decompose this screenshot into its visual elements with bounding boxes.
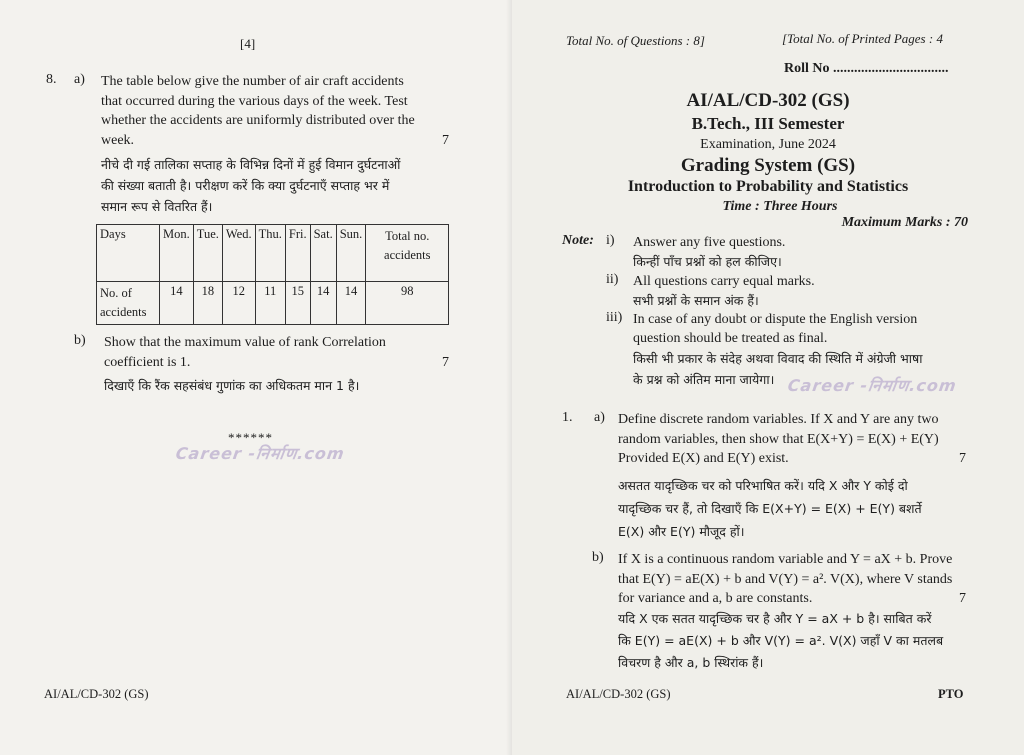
table-cell: 14 <box>336 282 366 325</box>
text-line <box>618 589 970 609</box>
question-1a-english <box>618 410 970 469</box>
text-line <box>618 449 970 469</box>
text-line: random variables, then show that E(X+Y) = E(X) + E(Y) <box>618 431 939 447</box>
note-item <box>633 272 973 311</box>
marks: 7 <box>442 132 449 148</box>
roll-number-field: Roll No ................................. <box>784 61 949 76</box>
question-8b-hindi: दिखाएँ कि रैंक सहसंबंध गुणांक का अधिकतम मान 1 है। <box>104 378 360 393</box>
text-line: The table below give the number of air craft accidents <box>101 74 404 89</box>
note-number: i) <box>606 233 615 248</box>
time-allowed: Time : Three Hours <box>722 199 838 214</box>
hindi-line: किन्हीं पाँच प्रश्नों को हल कीजिए। <box>633 254 782 269</box>
hindi-line: विचरण है और a, b स्थिरांक हैं। <box>618 655 764 670</box>
text-line: that E(Y) = aE(X) + b and V(Y) = a². V(X), where V stands <box>618 571 953 587</box>
question-8b-english <box>104 333 453 372</box>
end-of-paper-mark: ****** <box>228 430 273 445</box>
text-line <box>104 353 453 373</box>
text-line: If X is a continuous random variable and Y = aX + b. Prove <box>618 552 953 567</box>
accidents-table <box>96 224 449 325</box>
question-1b-hindi <box>618 608 970 674</box>
footer-code: AI/AL/CD-302 (GS) <box>566 687 671 701</box>
question-8b-label: b) <box>74 333 86 348</box>
footer-code: AI/AL/CD-302 (GS) <box>44 687 149 701</box>
text-line: question should be treated as final. <box>633 331 828 346</box>
text-line: that occurred during the various days of the week. Test <box>101 93 408 109</box>
exam-session: Examination, June 2024 <box>700 137 836 152</box>
text-span: Provided E(X) and E(Y) exist. <box>618 451 789 466</box>
table-row <box>97 282 449 325</box>
text-line: In case of any doubt or dispute the English version <box>633 312 918 327</box>
question-8a-english <box>101 72 453 150</box>
text-span: coefficient is 1. <box>104 354 191 370</box>
hindi-line: यादृच्छिक चर हैं, तो दिखाएँ कि E(X+Y) = E(X) + E(Y) बशर्ते <box>618 501 922 516</box>
text-span: week. <box>101 132 135 148</box>
table-cell: Total no. accidents <box>366 225 449 282</box>
page-number: [4] <box>240 36 256 51</box>
question-1a-label: a) <box>594 410 605 425</box>
hindi-line: नीचे दी गई तालिका सप्ताह के विभिन्न दिनों में हुई विमान दुर्घटनाओं <box>101 157 401 172</box>
hindi-line: किसी भी प्रकार के संदेह अथवा विवाद की स्थिति में अंग्रेजी भाषा <box>633 351 923 366</box>
semester: B.Tech., III Semester <box>691 114 845 133</box>
hindi-line: के प्रश्न को अंतिम माना जायेगा। <box>633 372 775 387</box>
question-8-number: 8. <box>46 72 57 87</box>
right-page <box>512 0 1024 755</box>
note-label: Note: <box>562 233 594 248</box>
table-cell: Days <box>97 225 160 282</box>
question-1-number: 1. <box>562 410 573 425</box>
question-1a-hindi <box>618 474 970 543</box>
note-number: ii) <box>606 272 619 287</box>
table-header-row <box>97 225 449 282</box>
marks: 7 <box>959 451 966 466</box>
marks: 7 <box>442 354 449 370</box>
text-span: for variance and a, b are constants. <box>618 591 813 606</box>
total-questions: Total No. of Questions : 8] <box>566 33 705 48</box>
table-cell: Mon. <box>160 225 194 282</box>
table-cell: Sat. <box>310 225 336 282</box>
marks: 7 <box>959 591 966 606</box>
table-cell: Tue. <box>193 225 222 282</box>
table-cell: 14 <box>160 282 194 325</box>
text-line: All questions carry equal marks. <box>633 274 815 289</box>
table-cell: 11 <box>255 282 285 325</box>
text-line: Show that the maximum value of rank Correlation <box>104 335 386 350</box>
total-pages: [Total No. of Printed Pages : 4 <box>782 31 943 46</box>
text-line: whether the accidents are uniformly distributed over the <box>101 113 415 128</box>
please-turn-over: PTO <box>938 687 964 701</box>
hindi-line: कि E(Y) = aE(X) + b और V(Y) = a². V(X) जहाँ V का मतलब <box>618 633 944 648</box>
hindi-line: असतत यादृच्छिक चर को परिभाषित करें। यदि X और Y कोई दो <box>618 478 908 493</box>
hindi-line: यदि X एक सतत यादृच्छिक चर है और Y = aX + b है। साबित करें <box>618 611 932 626</box>
table-cell: 15 <box>285 282 310 325</box>
watermark: Career -निर्माण.com <box>174 444 347 463</box>
text-line <box>101 131 453 151</box>
question-1b-english <box>618 550 970 609</box>
question-8a-label: a) <box>74 72 85 87</box>
note-item <box>633 233 973 272</box>
hindi-line: सभी प्रश्नों के समान अंक हैं। <box>633 293 759 308</box>
table-cell: 14 <box>310 282 336 325</box>
table-cell: No. of accidents <box>97 282 160 325</box>
question-1b-label: b) <box>592 550 604 565</box>
question-8a-hindi <box>101 154 453 217</box>
text-line: Define discrete random variables. If X and Y are any two <box>618 412 939 427</box>
text-line: Answer any five questions. <box>633 235 786 250</box>
grading-system: Grading System (GS) <box>680 155 856 176</box>
note-number: iii) <box>606 310 623 325</box>
table-cell: Fri. <box>285 225 310 282</box>
table-cell: 12 <box>222 282 255 325</box>
table-cell: Thu. <box>255 225 285 282</box>
table-cell: Wed. <box>222 225 255 282</box>
watermark: Career -निर्माण.com <box>786 376 959 395</box>
table-cell: 18 <box>193 282 222 325</box>
table-cell: Sun. <box>336 225 366 282</box>
hindi-line: की संख्या बताती है। परीक्षण करें कि क्या दुर्घटनाएँ सप्ताह भर में <box>101 178 390 193</box>
maximum-marks: Maximum Marks : 70 <box>841 215 968 230</box>
paper-code: AI/AL/CD-302 (GS) <box>686 90 850 111</box>
table-cell: 98 <box>366 282 449 325</box>
hindi-line: समान रूप से वितरित हैं। <box>101 199 213 214</box>
hindi-line: E(X) और E(Y) मौजूद हों। <box>618 524 745 539</box>
subject-title: Introduction to Probability and Statistics <box>627 178 909 195</box>
